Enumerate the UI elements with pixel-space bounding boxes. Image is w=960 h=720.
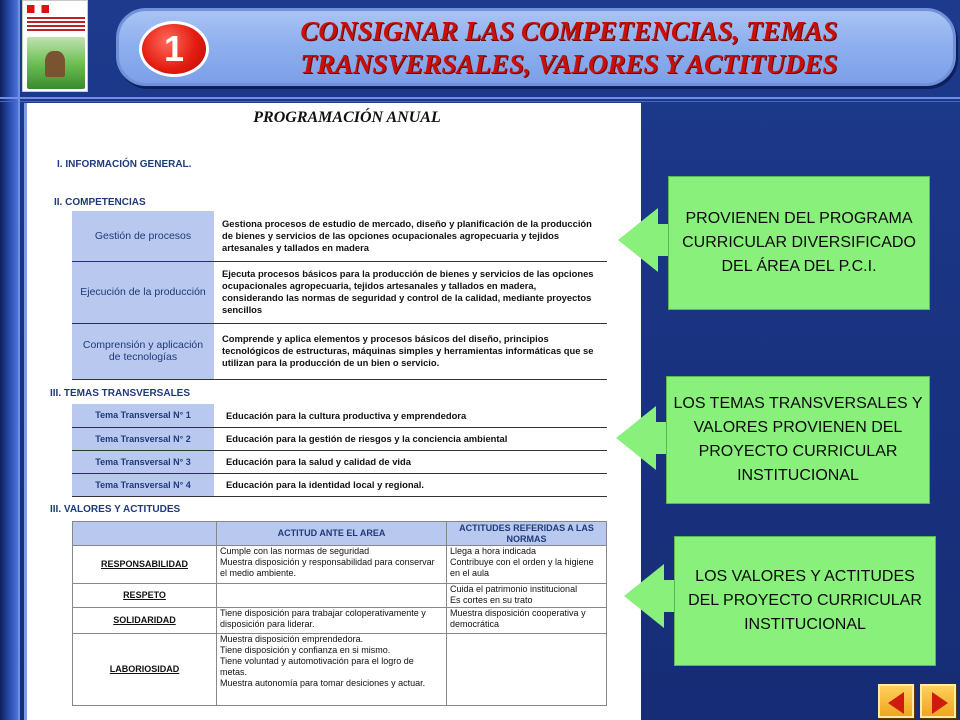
competencia-name: Ejecución de la producción [72,261,214,323]
title-banner [116,8,956,86]
tema-name: Tema Transversal N° 4 [72,473,214,496]
table-row [73,546,607,584]
valor-name: LABORIOSIDAD [73,634,217,706]
divider-line [18,0,20,720]
callout-arrow-3 [624,564,664,628]
table-row [73,634,607,706]
document-title: PROGRAMACIÓN ANUAL [253,109,441,126]
valor-name: SOLIDARIDAD [73,608,217,634]
section-temas-transversales: III. TEMAS TRANSVERSALES [50,388,191,399]
previous-slide-button[interactable] [878,684,914,718]
institution-logo [22,0,88,92]
tema-desc: Educación para la cultura productiva y emprendedora [214,404,607,427]
slide-number-badge: 1 [139,21,209,77]
table-row [72,261,607,323]
logo-text [27,17,85,33]
valor-actitud-area: Muestra disposición emprendedora. Tiene disposición y confianza en si mismo. Tiene voluntad y automotivación para el logro de metas. Muestra autonomía para tomar desiciones y actuar. [217,634,447,706]
tema-name: Tema Transversal N° 2 [72,427,214,450]
flag-icon [27,5,49,13]
table-row [73,522,607,546]
document-page [27,103,641,720]
tema-name: Tema Transversal N° 1 [72,404,214,427]
tema-desc: Educación para la salud y calidad de vida [214,450,607,473]
valores-table [72,521,607,706]
callout-arrow-stem-2 [653,422,667,454]
callout-valores-actitudes: LOS VALORES Y ACTITUDES DEL PROYECTO CURRICULAR INSTITUCIONAL [674,536,936,666]
divider-line [0,97,960,99]
temas-table [72,404,607,497]
section-competencias: II. COMPETENCIAS [54,197,146,208]
section-informacion-general: I. INFORMACIÓN GENERAL. [57,159,192,170]
valor-actitud-area: Tiene disposición para trabajar coloperativamente y disposición para liderar. [217,608,447,634]
table-row [72,450,607,473]
tema-desc: Educación para la gestión de riesgos y la conciencia ambiental [214,427,607,450]
table-row [72,323,607,379]
slide-title-line1: CONSIGNAR LAS COMPETENCIAS, TEMAS [300,16,838,46]
callout-temas-transversales: LOS TEMAS TRANSVERSALES Y VALORES PROVIENEN DEL PROYECTO CURRICULAR INSTITUCIONAL [666,376,930,504]
tema-desc: Educación para la identidad local y regional. [214,473,607,496]
table-row [72,211,607,261]
valor-name: RESPETO [73,584,217,608]
header-cell-empty [73,522,217,546]
callout-arrow-stem-1 [655,224,669,256]
callout-arrow-stem-3 [661,580,675,612]
table-row [73,584,607,608]
next-slide-button[interactable] [920,684,956,718]
valor-actitud-area: Cumple con las normas de seguridad Muestra disposición y responsabilidad para conservar el medio ambiente. [217,546,447,584]
competencias-table [72,211,607,380]
header-actitudes-normas: ACTITUDES REFERIDAS A LAS NORMAS [447,522,607,546]
slide-title [219,15,919,81]
divider-line [0,101,960,102]
callout-arrow-2 [616,406,656,470]
callout-arrow-1 [618,208,658,272]
competencia-desc: Gestiona procesos de estudio de mercado, diseño y planificación de la producción de bienes y servicios de las opciones ocupacionales agropecuaria y tejidos artesanales y tallados en madera [214,211,607,261]
arrow-left-icon [888,692,904,714]
competencia-name: Comprensión y aplicación de tecnologías [72,323,214,379]
valor-name: RESPONSABILIDAD [73,546,217,584]
valor-actitud-normas: Llega a hora indicada Contribuye con el orden y la higiene en el aula [447,546,607,584]
valor-actitud-normas [447,634,607,706]
tema-name: Tema Transversal N° 3 [72,450,214,473]
competencia-desc: Ejecuta procesos básicos para la producción de bienes y servicios de las opciones ocupacionales agropecuaria, tejidos artesanales y tallados en madera, considerando las normas de seguridad y control de la calidad, mediante proyectos sencillos [214,261,607,323]
logo-photo [27,37,85,89]
header-actitud-area: ACTITUD ANTE EL AREA [217,522,447,546]
valor-actitud-area [217,584,447,608]
table-row [72,404,607,427]
valor-actitud-normas: Muestra disposición cooperativa y democrática [447,608,607,634]
arrow-right-icon [932,692,948,714]
table-row [72,427,607,450]
table-row [73,608,607,634]
table-row [72,473,607,496]
competencia-desc: Comprende y aplica elementos y procesos básicos del diseño, principios tecnológicos de estructuras, máquinas simples y herramientas informáticas que se utilizan para la producción de un bien o servicio. [214,323,607,379]
slide-title-line2: TRANSVERSALES, VALORES Y ACTITUDES [300,49,838,79]
competencia-name: Gestión de procesos [72,211,214,261]
valor-actitud-normas: Cuida el patrimonio institucional Es cortes en su trato [447,584,607,608]
section-valores-actitudes: III. VALORES Y ACTITUDES [50,504,181,515]
callout-programa-curricular: PROVIENEN DEL PROGRAMA CURRICULAR DIVERSIFICADO DEL ÁREA DEL P.C.I. [668,176,930,310]
left-decorative-band [0,0,18,720]
